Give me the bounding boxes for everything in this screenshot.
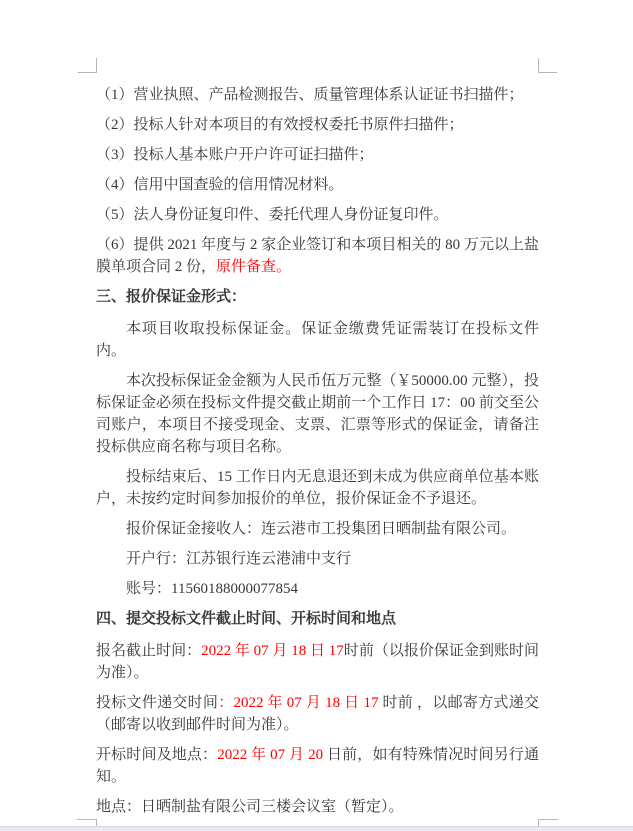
text-run: 四、提交投标文件截止时间、开标时间和地点 [96, 611, 397, 627]
paragraph [96, 370, 539, 458]
text-boundary-mark-top-left [78, 58, 97, 73]
text-run: 投标文件递交时间 [96, 695, 219, 711]
paragraph [96, 234, 539, 278]
paragraph [96, 174, 539, 196]
text-boundary-mark-top-right [538, 58, 557, 73]
text-run: （1）营业执照、产品检测报告、质量管理体系认证证书扫描件； [96, 87, 524, 103]
text-run: 本项目收取投标保证金。保证金缴费凭证需装订在投标文件内。 [96, 321, 539, 359]
page-break-band [0, 826, 633, 831]
text-run: （3）投标人基本账户开户许可证扫描件； [96, 147, 374, 163]
text-run: （2）投标人针对本项目的有效授权委托书原件扫描件； [96, 117, 464, 133]
section-heading [96, 286, 539, 308]
text-run: 账号：11560188000077854 [126, 581, 298, 597]
highlighted-text-run: 原件备查。 [216, 259, 292, 275]
text-run: 本次投标保证金金额为人民币伍万元整（￥50000.00 元整），投标保证金必须在投标文件提交截止期前一个工作日 17：00 前交至公司账户，本项目不接受现金、支票、汇票等形式的保证金，请备注投标供应商名称与项目名称。 [96, 373, 539, 455]
text-run: （5）法人身份证复印件、委托代理人身份证复印件。 [96, 207, 449, 223]
section-heading [96, 608, 539, 630]
text-run: 投标结束后、15 工作日内无息退还到未成为供应商单位基本账户，未按约定时间参加报价的单位，报价保证金不予退还。 [96, 469, 539, 507]
highlighted-text-run: 2022 年 07 月 18 日 17 [201, 643, 344, 659]
text-run: 报名截止时间： [96, 643, 202, 659]
paragraph [96, 578, 539, 600]
document-content[interactable] [96, 84, 539, 826]
paragraph [96, 518, 539, 540]
text-run: 地点：日晒制盐有限公司三楼会议室（暂定）。 [96, 799, 404, 815]
text-run: （6）提供 2021 年度与 2 家企业签订和本项目相关的 80 万元以上盐膜单项合同 2 份， [96, 237, 539, 275]
paragraph [96, 144, 539, 166]
text-run: 时前（以报价保证金到账时间为准）。 [96, 643, 539, 681]
text-run: 三、报价保证金形式： [96, 289, 247, 305]
highlighted-text-run: ：2022 年 07 月 18 日 17 [218, 695, 379, 711]
text-run: 日前，如有特殊情况时间另行通知。 [96, 747, 539, 785]
paragraph [96, 84, 539, 106]
text-run: 开户行：江苏银行连云港浦中支行 [126, 551, 352, 567]
paragraph [96, 548, 539, 570]
paragraph [96, 204, 539, 226]
paragraph [96, 318, 539, 362]
paragraph [96, 692, 539, 736]
paragraph [96, 466, 539, 510]
paragraph [96, 744, 539, 788]
highlighted-text-run: 2022 年 07 月 20 [217, 747, 324, 763]
paragraph [96, 640, 539, 684]
paragraph [96, 796, 539, 818]
paragraph [96, 114, 539, 136]
text-run: 报价保证金接收人：连云港市工投集团日晒制盐有限公司。 [126, 521, 517, 537]
text-run: 开标时间及地点： [96, 747, 218, 763]
text-run: （4）信用中国查验的信用情况材料。 [96, 177, 344, 193]
text-run: 时前 ，以邮寄方式递交（邮寄以收到邮件时间为准）。 [96, 695, 539, 733]
